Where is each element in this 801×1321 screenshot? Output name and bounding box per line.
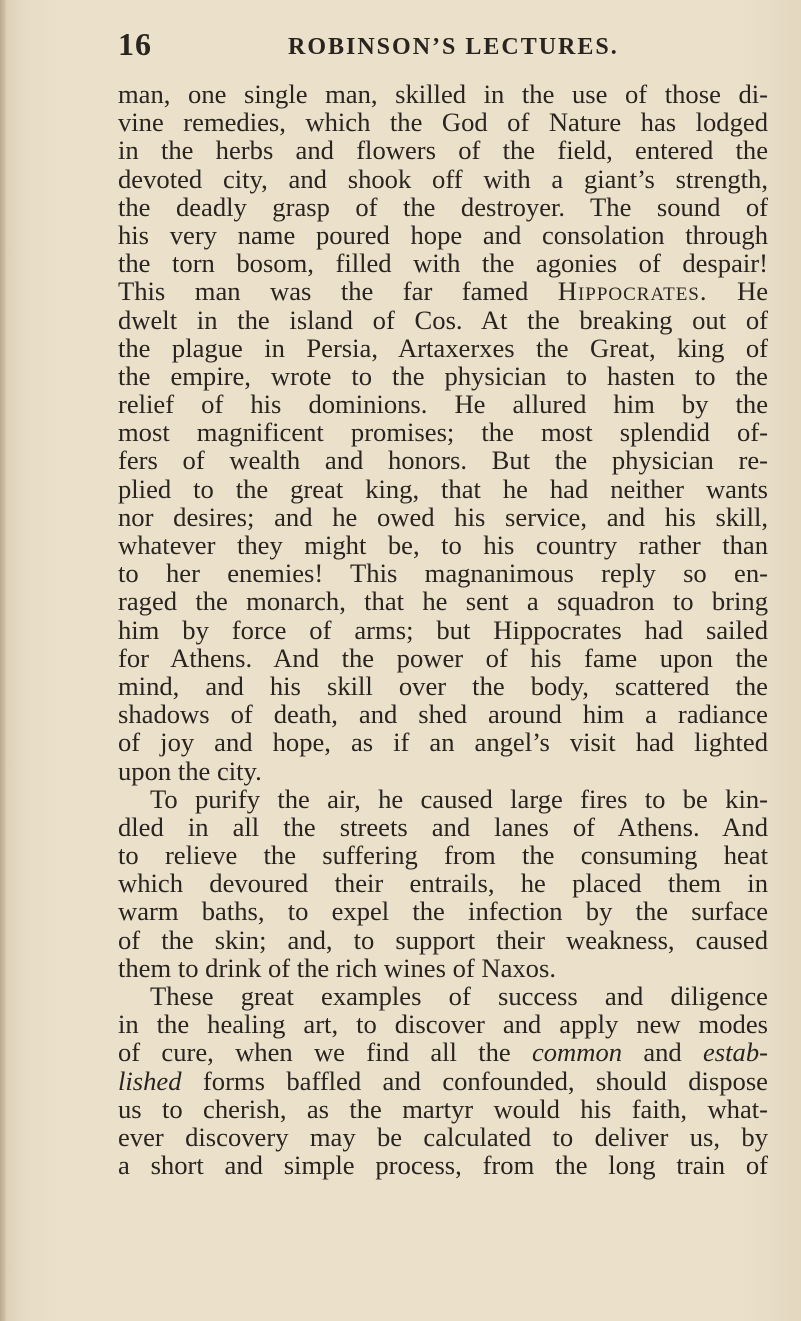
- text-line: [118, 1067, 768, 1095]
- name-small-caps: Hippocrates.: [557, 276, 708, 307]
- text-line: man, one single man, skilled in the use of those di-: [118, 79, 768, 109]
- text-line: relief of his dominions. He allured him by the: [118, 389, 768, 420]
- text-line: fers of wealth and honors. But the physician re-: [118, 445, 768, 476]
- text-line: in the herbs and flowers of the field, entered the: [118, 135, 768, 166]
- text-line: his very name poured hope and consolation through: [118, 219, 768, 250]
- text-run: and: [622, 1037, 703, 1068]
- text-line: mind, and his skill over the body, scattered the: [118, 670, 768, 701]
- text-line: them to drink of the rich wines of Naxos.: [118, 952, 556, 983]
- text-line: These great examples of success and diligence: [150, 981, 768, 1011]
- text-line: in the healing art, to discover and apply new modes: [118, 1009, 768, 1040]
- text-line: upon the city.: [118, 755, 262, 786]
- text-line: most magnificent promises; the most splendid of-: [118, 417, 768, 448]
- text-line: [118, 277, 768, 305]
- text-line: which devoured their entrails, he placed them in: [118, 868, 768, 899]
- page-number: 16: [118, 26, 152, 62]
- text-line: him by force of arms; but Hippocrates had sailed: [118, 614, 768, 645]
- text-line: to relieve the suffering from the consuming heat: [118, 840, 768, 871]
- text-line: the empire, wrote to the physician to hasten to the: [118, 360, 768, 391]
- text-run: This man was the far famed: [118, 276, 558, 307]
- text-line: to her enemies! This magnanimous reply so en-: [118, 558, 768, 589]
- text-line: of joy and hope, as if an angel’s visit had lighted: [118, 727, 768, 758]
- page-header: [118, 26, 758, 70]
- text-line: vine remedies, which the God of Nature has lodged: [118, 107, 768, 138]
- text-line: of the skin; and, to support their weakness, caused: [118, 924, 768, 955]
- text-run: of cure, when we find all the: [118, 1037, 532, 1068]
- text-line: [118, 1038, 768, 1066]
- text-line: dwelt in the island of Cos. At the breaking out of: [118, 304, 768, 335]
- text-line: the torn bosom, filled with the agonies of despair!: [118, 248, 768, 279]
- text-line: the plague in Persia, Artaxerxes the Great, king of: [118, 332, 768, 363]
- text-line: To purify the air, he caused large fires to be kin-: [150, 783, 768, 814]
- text-line: plied to the great king, that he had neither wants: [118, 473, 768, 504]
- text-line: for Athens. And the power of his fame upon the: [118, 642, 768, 673]
- text-line: us to cherish, as the martyr would his faith, what-: [118, 1093, 768, 1124]
- text-line: warm baths, to expel the infection by the surface: [118, 896, 768, 927]
- text-line: ever discovery may be calculated to deliver us, by: [118, 1121, 768, 1152]
- text-line: the deadly grasp of the destroyer. The sound of: [118, 191, 768, 222]
- italic-word: estab-: [703, 1037, 768, 1068]
- running-head: ROBINSON’S LECTURES.: [288, 34, 619, 60]
- text-line: a short and simple process, from the long train of: [118, 1150, 768, 1181]
- text-line: shadows of death, and shed around him a radiance: [118, 699, 768, 730]
- text-run: He: [707, 276, 768, 307]
- text-line: dled in all the streets and lanes of Athens. And: [118, 811, 768, 842]
- text-line: raged the monarch, that he sent a squadron to bring: [118, 586, 768, 617]
- italic-word: common: [531, 1037, 623, 1068]
- body-text: [118, 80, 768, 1179]
- text-line: devoted city, and shook off with a giant’s strength,: [118, 163, 768, 194]
- italic-word: lished: [118, 1065, 182, 1096]
- page-gutter: [0, 0, 6, 1321]
- text-line: nor desires; and he owed his service, and his skill,: [118, 501, 768, 532]
- text-line: whatever they might be, to his country rather than: [118, 530, 768, 560]
- text-run: forms baffled and confounded, should dispose: [181, 1065, 768, 1096]
